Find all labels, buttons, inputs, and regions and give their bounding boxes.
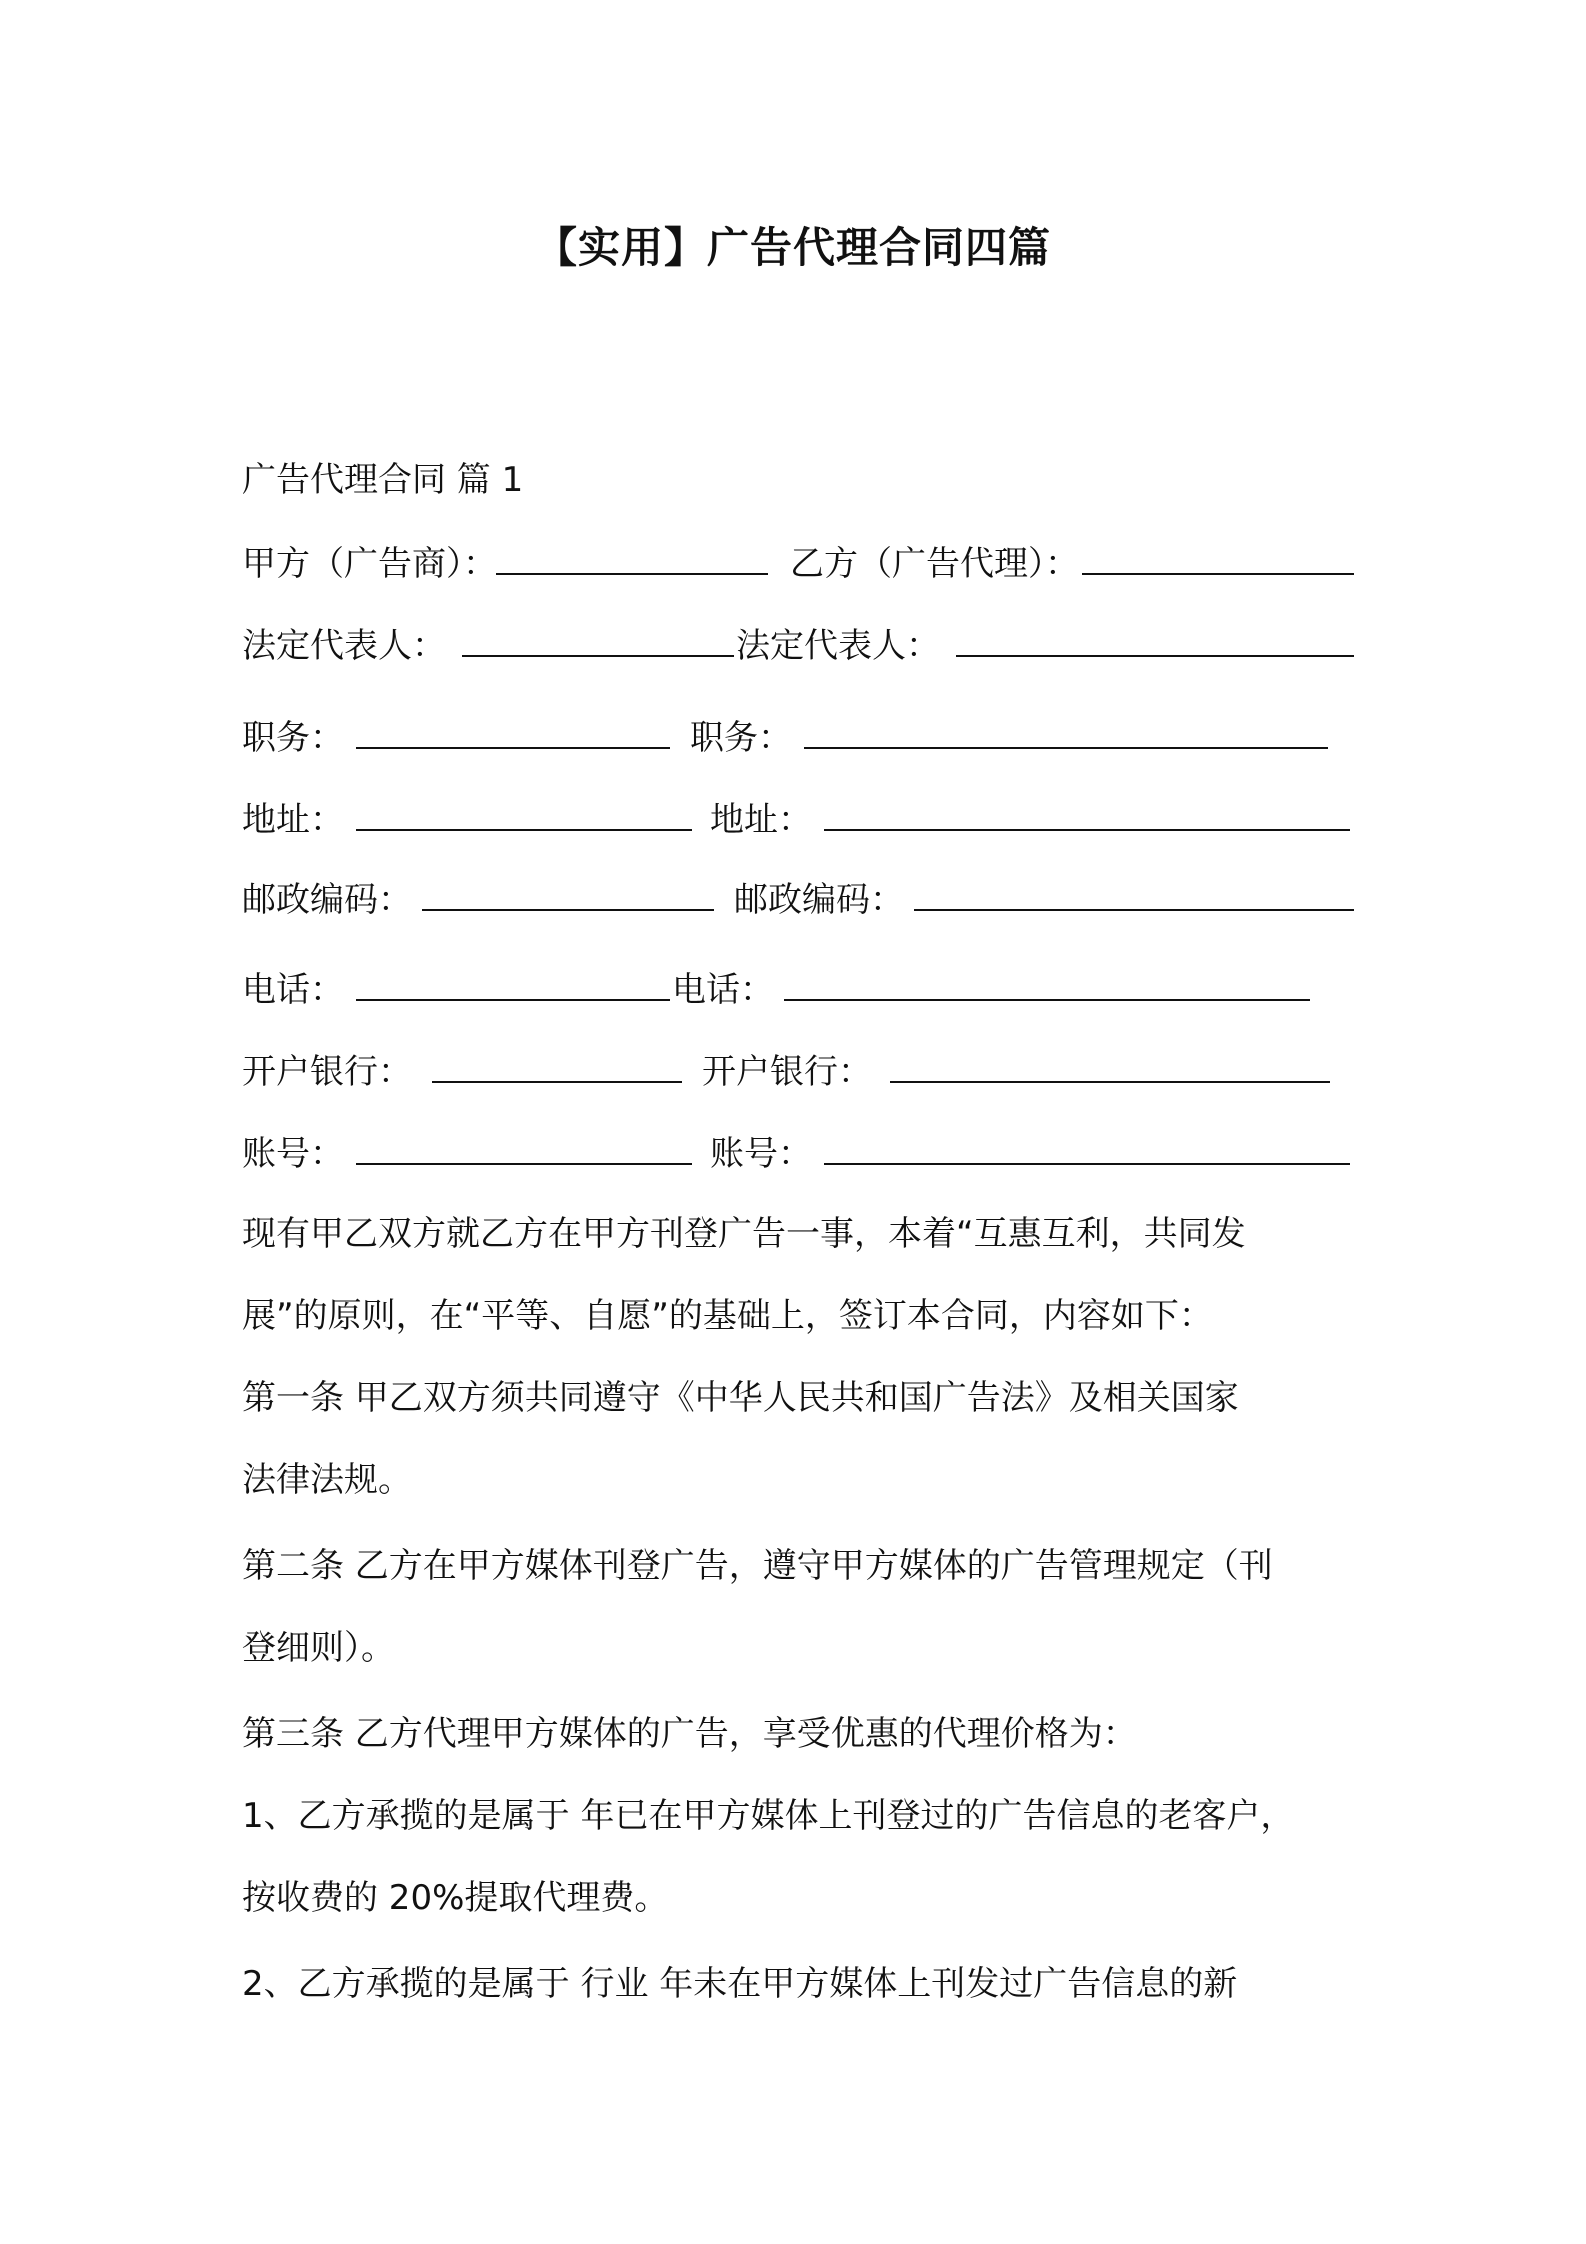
- article-1-line-2: 法律法规。: [242, 1460, 412, 1500]
- account-a-blank[interactable]: [356, 1133, 692, 1165]
- position-b-label: 职务：: [690, 718, 792, 758]
- postcode-b-blank[interactable]: [914, 879, 1354, 911]
- account-b-blank[interactable]: [824, 1133, 1350, 1165]
- preamble-line-1: 现有甲乙双方就乙方在甲方刊登广告一事，本着“互惠互利，共同发: [242, 1214, 1246, 1254]
- article-2-line-2: 登细则）。: [242, 1628, 395, 1668]
- legal-rep-b-blank[interactable]: [956, 625, 1354, 657]
- legal-rep-a-blank[interactable]: [462, 625, 734, 657]
- article-2-line-1: 第二条 乙方在甲方媒体刊登广告，遵守甲方媒体的广告管理规定（刊: [242, 1546, 1273, 1586]
- clause-1-line-2: 按收费的 20%提取代理费。: [242, 1878, 669, 1918]
- address-b-blank[interactable]: [824, 799, 1350, 831]
- postcode-a-blank[interactable]: [422, 879, 714, 911]
- clause-1-line-1: 1、乙方承揽的是属于 年已在甲方媒体上刊登过的广告信息的老客户，: [242, 1796, 1295, 1836]
- document-title: 【实用】广告代理合同四篇: [534, 223, 1051, 272]
- address-a-label: 地址：: [242, 800, 344, 840]
- position-a-label: 职务：: [242, 718, 344, 758]
- section-heading: 广告代理合同 篇 1: [242, 460, 524, 500]
- phone-b-label: 电话：: [672, 970, 774, 1010]
- position-b-blank[interactable]: [804, 717, 1328, 749]
- bank-a-label: 开户银行：: [242, 1052, 412, 1092]
- party-a-blank[interactable]: [496, 543, 768, 575]
- clause-2-line-1: 2、乙方承揽的是属于 行业 年未在甲方媒体上刊发过广告信息的新: [242, 1964, 1238, 2004]
- position-a-blank[interactable]: [356, 717, 670, 749]
- postcode-a-label: 邮政编码：: [242, 880, 412, 920]
- address-a-blank[interactable]: [356, 799, 692, 831]
- bank-b-blank[interactable]: [890, 1051, 1330, 1083]
- legal-rep-a-label: 法定代表人：: [242, 626, 446, 666]
- article-1-line-1: 第一条 甲乙双方须共同遵守《中华人民共和国广告法》及相关国家: [242, 1378, 1239, 1418]
- address-b-label: 地址：: [710, 800, 812, 840]
- party-b-blank[interactable]: [1082, 543, 1354, 575]
- bank-b-label: 开户银行：: [702, 1052, 872, 1092]
- postcode-b-label: 邮政编码：: [734, 880, 904, 920]
- phone-a-blank[interactable]: [356, 969, 670, 1001]
- bank-a-blank[interactable]: [432, 1051, 682, 1083]
- party-b-label: 乙方（广告代理）：: [790, 544, 1079, 584]
- account-b-label: 账号：: [710, 1134, 812, 1174]
- phone-a-label: 电话：: [242, 970, 344, 1010]
- article-3-line-1: 第三条 乙方代理甲方媒体的广告，享受优惠的代理价格为：: [242, 1714, 1137, 1754]
- legal-rep-b-label: 法定代表人：: [736, 626, 940, 666]
- phone-b-blank[interactable]: [784, 969, 1310, 1001]
- party-a-label: 甲方（广告商）：: [242, 544, 497, 584]
- preamble-line-2: 展”的原则，在“平等、自愿”的基础上，签订本合同，内容如下：: [242, 1296, 1213, 1336]
- account-a-label: 账号：: [242, 1134, 344, 1174]
